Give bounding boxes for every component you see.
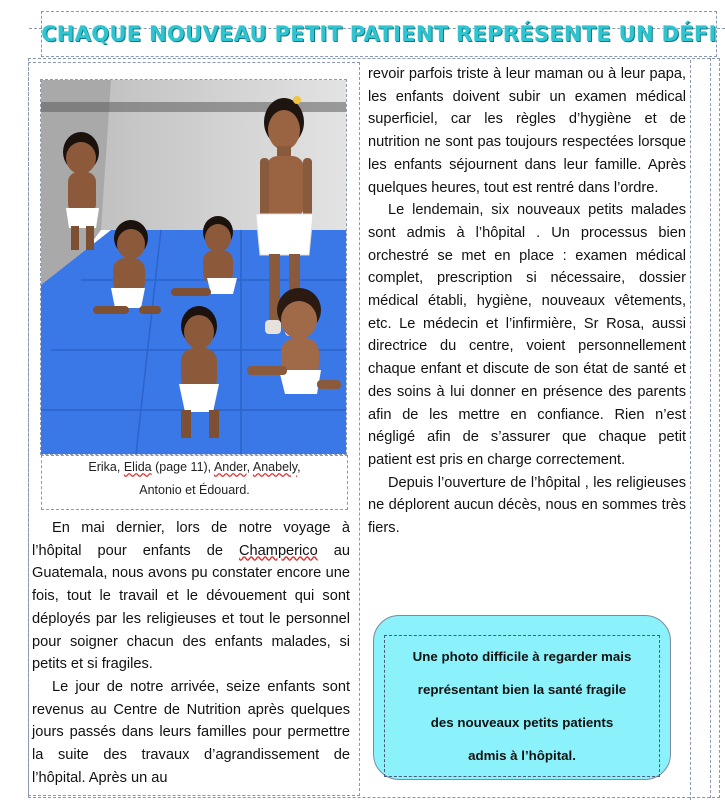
paragraph: Depuis l’ouverture de l’hôpital , les religieuses ne déplorent aucun décès, nous en sommes très fiers. bbox=[368, 474, 686, 537]
place-name: Champerico bbox=[239, 542, 318, 559]
caption-text: , bbox=[246, 460, 253, 474]
right-column bbox=[368, 63, 686, 540]
caption-name: Ander bbox=[213, 460, 247, 474]
caption-text: Erika, bbox=[88, 460, 124, 474]
photo-caption bbox=[42, 456, 347, 509]
callout-line: Une photo difficile à regarder mais bbox=[412, 649, 632, 664]
paragraph: Le jour de notre arrivée, seize enfants sont revenus au Centre de Nutrition après quelques jours passés dans leurs familles pour permettre la suite des travaux d’agrandissement de l’hôpital. Après un au bbox=[32, 678, 350, 786]
paragraph-text: En mai dernier, lors de notre voyage à l’hôpital pour enfants de bbox=[32, 520, 350, 559]
callout-text bbox=[384, 635, 660, 777]
paragraph: revoir parfois triste à leur maman ou à leur papa, les enfants doivent subir un examen médical superficiel, car les règles d’hygiène et de nutrition ne sont pas toujours respectées lorsque les enfants séjournent dans leur famille. Après quelques heures, tout est rentré dans l’ordre. bbox=[368, 66, 686, 196]
caption-name: Anabely bbox=[252, 460, 298, 474]
callout-line: des nouveaux petits patients bbox=[430, 715, 614, 730]
paragraph bbox=[32, 517, 350, 676]
caption-text: (page 11), bbox=[151, 460, 214, 474]
right-margin-guide bbox=[710, 58, 711, 798]
paragraph: Le lendemain, six nouveaux petits malades sont admis à l’hôpital . Un processus bien orchestré se met en place : examen médical complet, prescription si nécessaire, dossier médical établi, hygiène, nouveaux vêtements, etc. Le médecin et l’infirmière, Sr Rosa, aussi directrice du centre, voient personnellement chaque enfant et discute de son état de santé et des soins à lui donner en présence des parents afin de les mettre en confiance. Rien n’est négligé afin de s’assurer que chaque petit patient est pris en charge correctement. bbox=[368, 202, 686, 468]
caption-line-1 bbox=[42, 456, 347, 479]
callout-line: admis à l’hôpital. bbox=[468, 748, 576, 763]
callout-line: représentant bien la santé fragile bbox=[417, 682, 627, 697]
page-title: CHAQUE NOUVEAU PETIT PATIENT REPRÉSENTE UN DÉFI bbox=[41, 22, 717, 46]
caption-name: Elida bbox=[123, 460, 152, 474]
photo-illustration bbox=[41, 80, 346, 454]
left-column bbox=[32, 517, 350, 789]
caption-text: , bbox=[297, 460, 301, 474]
paragraph-text: au Guatemala, nous avons pu constater encore une fois, tout le travail et le dévouement qui sont déployés par les religieuses et tout le personnel pour soigner chacun des enfants malades, si petits et si fragiles. bbox=[32, 542, 350, 673]
right-column-guide bbox=[690, 60, 691, 800]
caption-line-2: Antonio et Édouard. bbox=[139, 483, 250, 497]
children-photo bbox=[41, 80, 346, 454]
